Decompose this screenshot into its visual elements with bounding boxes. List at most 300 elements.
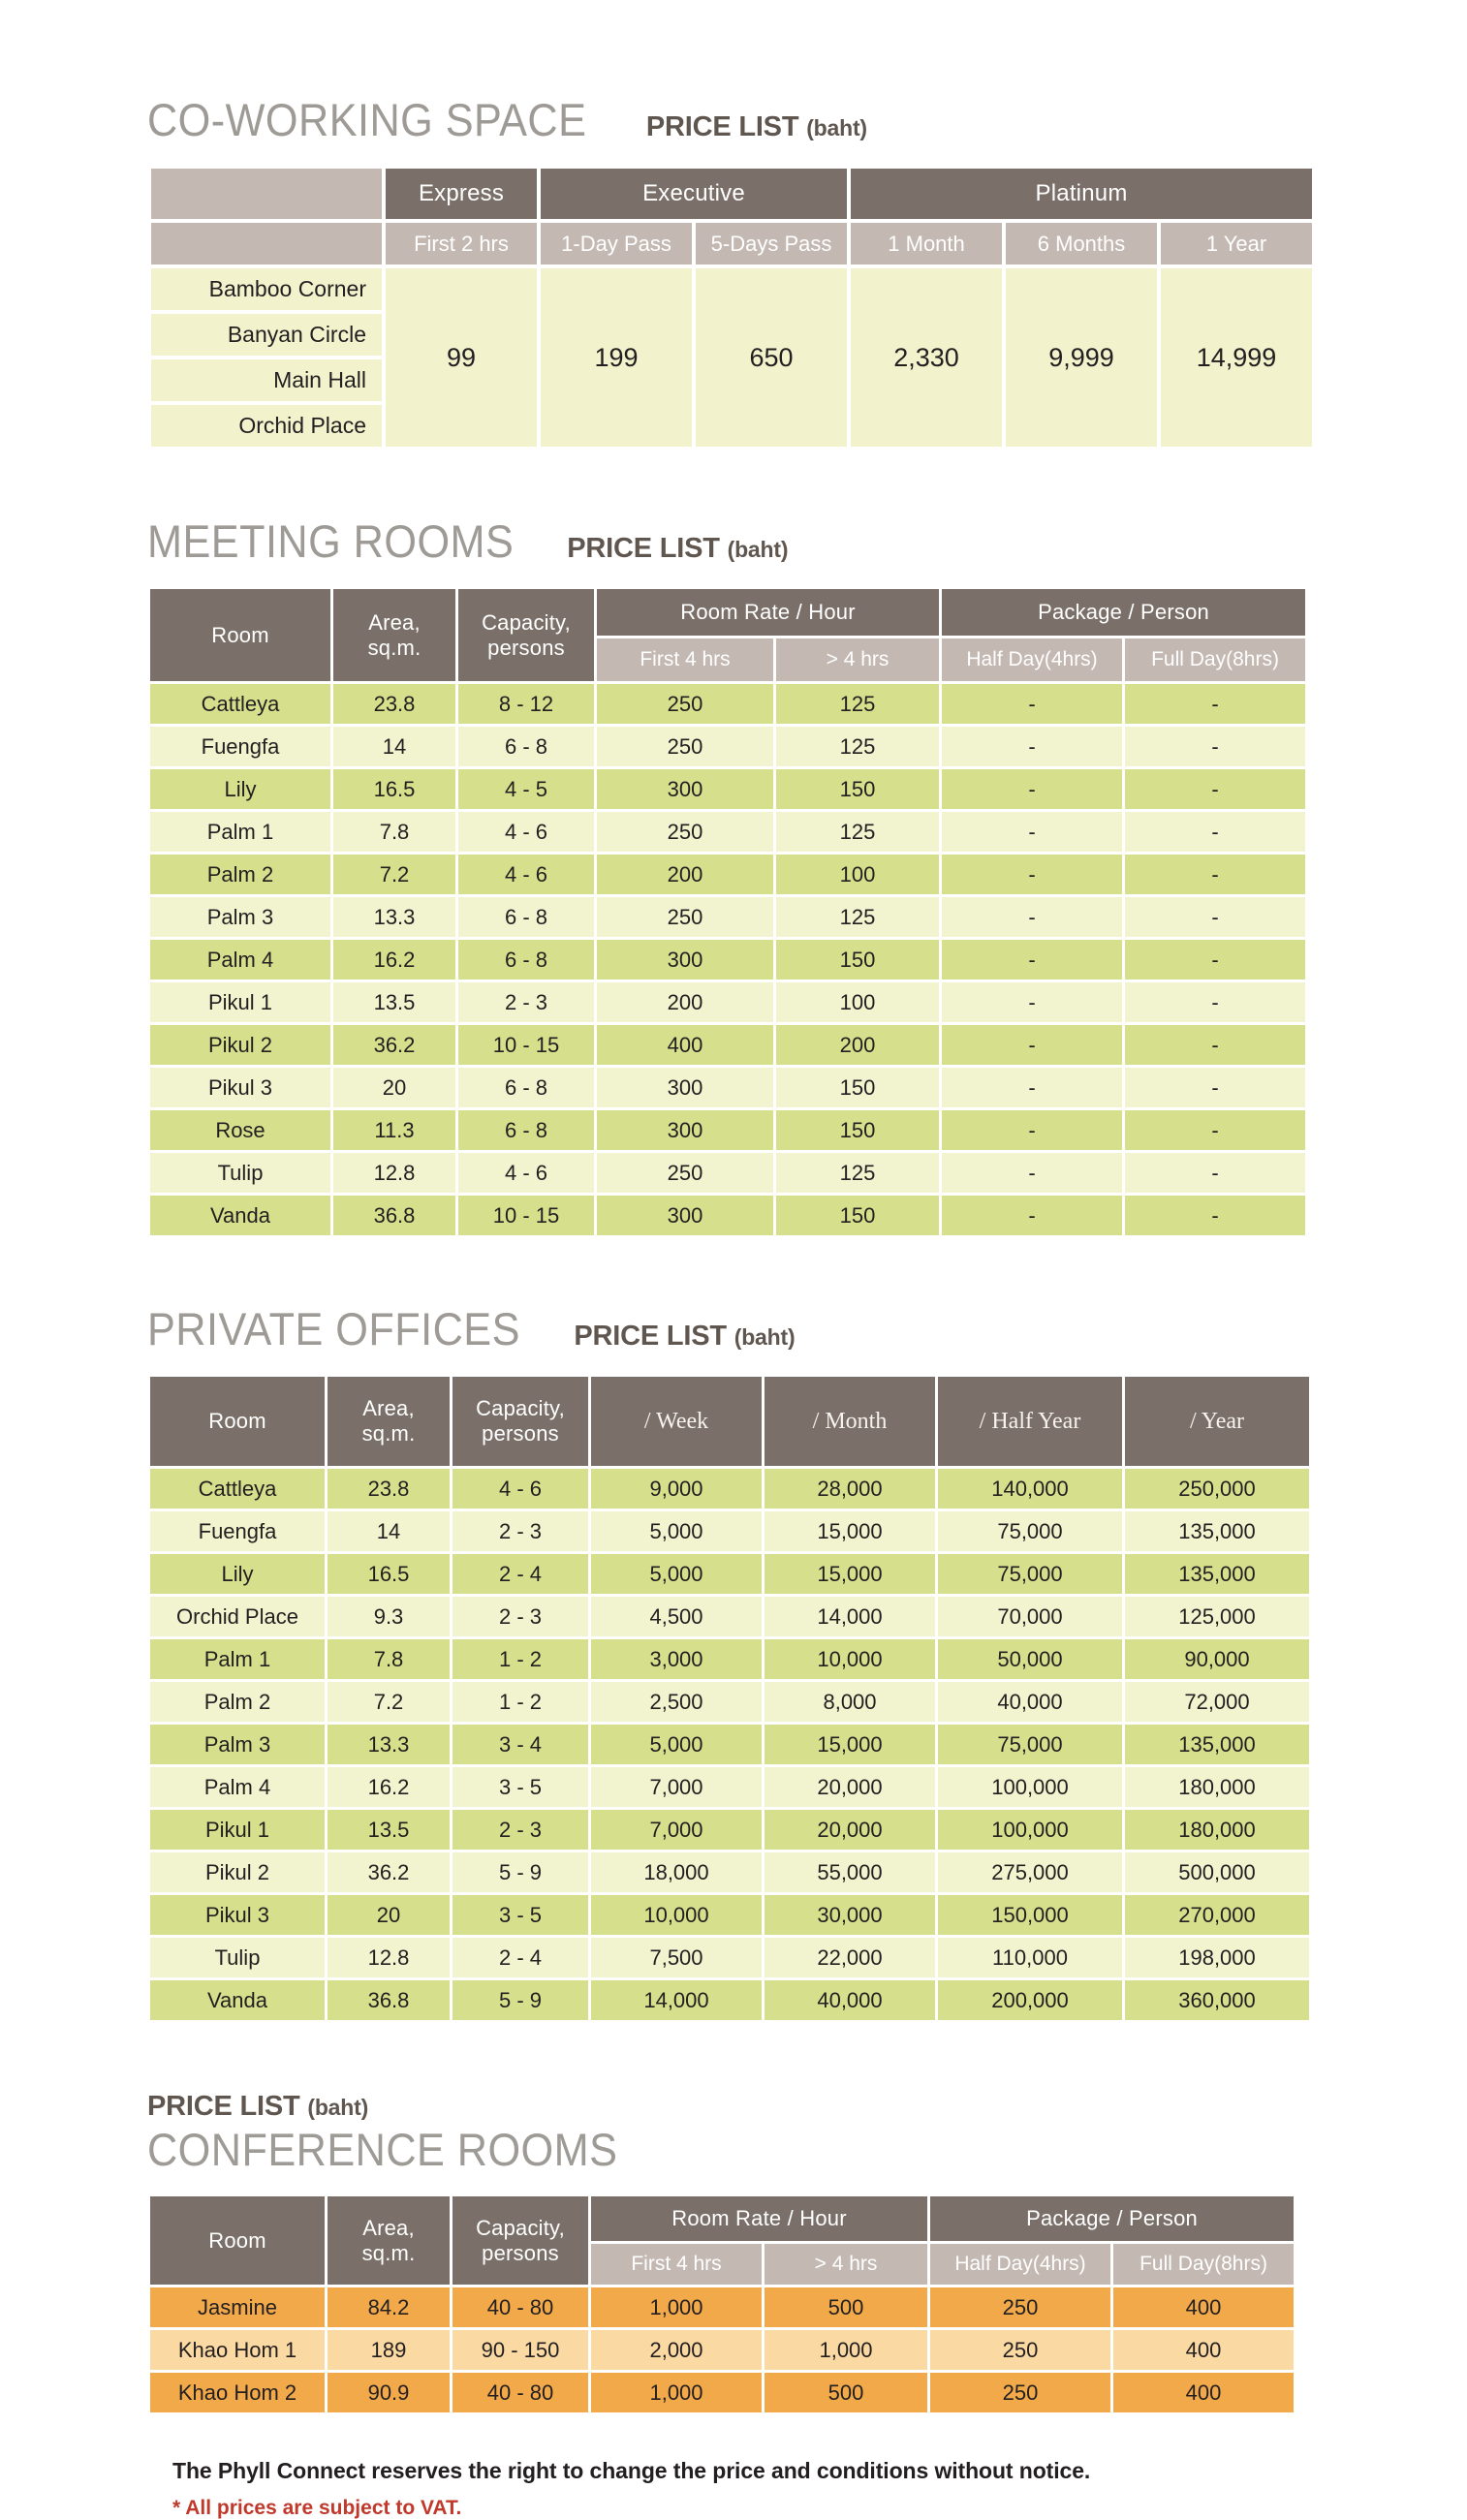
meeting-room: Pikul 3 [150,1068,330,1107]
private-year: 125,000 [1125,1597,1309,1636]
meeting-over4: 200 [776,1025,939,1065]
meeting-over4: 125 [776,812,939,852]
private-room: Pikul 3 [150,1895,325,1935]
private-room: Pikul 1 [150,1810,325,1850]
table-row [150,684,1305,724]
private-week: 7,000 [591,1767,762,1807]
private-capacity: 3 - 4 [453,1725,588,1764]
meeting-over4: 150 [776,1068,939,1107]
table-row [150,1196,1305,1235]
table-row [150,727,1305,766]
private-capacity: 4 - 6 [453,1469,588,1509]
coworking-sub-5dayspass: 5-Days Pass [696,223,847,264]
coworking-price-3: 2,330 [851,268,1002,447]
coworking-location-2: Main Hall [151,359,382,401]
coworking-location-1: Banyan Circle [151,314,382,356]
private-capacity: 1 - 2 [453,1682,588,1722]
private-month: 15,000 [765,1725,935,1764]
meeting-halfday: - [942,812,1122,852]
conference-capacity: 40 - 80 [453,2373,588,2412]
private-year: 90,000 [1125,1639,1309,1679]
private-hd-area [328,1377,450,1466]
meeting-fullday: - [1125,769,1305,809]
private-area: 16.2 [328,1767,450,1807]
coworking-location-3: Orchid Place [151,405,382,447]
conference-hd-capacity [453,2196,588,2285]
meeting-first4: 250 [597,1153,773,1193]
meeting-room: Palm 1 [150,812,330,852]
private-room: Pikul 2 [150,1852,325,1892]
meeting-first4: 300 [597,1068,773,1107]
coworking-title: CO-WORKING SPACE [147,94,587,145]
meeting-hd-package: Package / Person [942,589,1305,636]
spacer [0,1238,1467,1306]
conference-fullday: 400 [1113,2330,1294,2370]
area-line1: Area, [362,1396,415,1420]
meeting-over4: 125 [776,684,939,724]
meeting-area: 12.8 [333,1153,455,1193]
private-week: 14,000 [591,1980,762,2020]
meeting-rooms-title: MEETING ROOMS [147,515,515,567]
table-row [151,268,1312,310]
meeting-area: 36.8 [333,1196,455,1235]
private-capacity: 2 - 3 [453,1810,588,1850]
meeting-fullday: - [1125,1110,1305,1150]
conference-rooms-title: CONFERENCE ROOMS [147,2124,618,2175]
coworking-sub-1daypass: 1-Day Pass [541,223,692,264]
table-row [150,2330,1294,2370]
meeting-room: Rose [150,1110,330,1150]
table-row [150,1895,1309,1935]
private-week: 5,000 [591,1725,762,1764]
meeting-first4: 400 [597,1025,773,1065]
table-row [150,1554,1309,1594]
meeting-room: Cattleya [150,684,330,724]
meeting-capacity: 6 - 8 [458,1110,594,1150]
coworking-price-0: 99 [386,268,537,447]
meeting-first4: 250 [597,897,773,937]
meeting-area: 23.8 [333,684,455,724]
footer-vat-note: * All prices are subject to VAT. [172,2497,462,2519]
table-row [150,940,1305,980]
meeting-capacity: 6 - 8 [458,897,594,937]
meeting-hd-halfday: Half Day(4hrs) [942,638,1122,681]
private-halfyear: 275,000 [938,1852,1122,1892]
table-row [150,1110,1305,1150]
meeting-first4: 250 [597,684,773,724]
private-area: 20 [328,1895,450,1935]
spacer [0,1353,1467,1374]
meeting-capacity: 2 - 3 [458,982,594,1022]
conference-fullday: 400 [1113,2287,1294,2327]
meeting-first4: 300 [597,1196,773,1235]
meeting-room: Palm 4 [150,940,330,980]
private-year: 180,000 [1125,1810,1309,1850]
meeting-fullday: - [1125,1025,1305,1065]
meeting-fullday: - [1125,897,1305,937]
private-month: 30,000 [765,1895,935,1935]
meeting-halfday: - [942,982,1122,1022]
meeting-hd-capacity [458,589,594,681]
spacer [0,565,1467,586]
meeting-room: Tulip [150,1153,330,1193]
meeting-capacity: 4 - 6 [458,855,594,894]
meeting-hd-room-rate: Room Rate / Hour [597,589,939,636]
footer [0,2415,1467,2520]
coworking-group-express: Express [386,169,537,219]
private-capacity: 2 - 3 [453,1511,588,1551]
private-week: 18,000 [591,1852,762,1892]
private-month: 28,000 [765,1469,935,1509]
meeting-halfday: - [942,727,1122,766]
coworking-sub-6months: 6 Months [1006,223,1157,264]
meeting-area: 13.5 [333,982,455,1022]
private-halfyear: 50,000 [938,1639,1122,1679]
baht-text: (baht) [734,1324,796,1350]
table-row [150,982,1305,1022]
meeting-fullday: - [1125,727,1305,766]
coworking-price-4: 9,999 [1006,268,1157,447]
meeting-first4: 300 [597,769,773,809]
private-halfyear: 100,000 [938,1810,1122,1850]
private-year: 72,000 [1125,1682,1309,1722]
conference-halfday: 250 [930,2287,1110,2327]
private-week: 2,500 [591,1682,762,1722]
meeting-over4: 100 [776,982,939,1022]
meeting-capacity: 10 - 15 [458,1196,594,1235]
private-halfyear: 75,000 [938,1511,1122,1551]
meeting-room: Fuengfa [150,727,330,766]
private-capacity: 1 - 2 [453,1639,588,1679]
private-area: 36.8 [328,1980,450,2020]
meeting-hd-first4: First 4 hrs [597,638,773,681]
capacity-line2: persons [482,1421,559,1446]
meeting-area: 7.8 [333,812,455,852]
conference-first4: 1,000 [591,2373,762,2412]
meeting-hd-over4: > 4 hrs [776,638,939,681]
meeting-hd-fullday: Full Day(8hrs) [1125,638,1305,681]
table-row [150,1153,1305,1193]
table-row [150,2287,1294,2327]
private-year: 250,000 [1125,1469,1309,1509]
private-year: 270,000 [1125,1895,1309,1935]
meeting-fullday: - [1125,982,1305,1022]
private-month: 14,000 [765,1597,935,1636]
spacer [0,2023,1467,2091]
meeting-halfday: - [942,684,1122,724]
meeting-over4: 125 [776,1153,939,1193]
private-week: 7,500 [591,1938,762,1977]
area-line1: Area, [362,2215,415,2240]
private-room: Palm 1 [150,1639,325,1679]
meeting-halfday: - [942,1025,1122,1065]
private-hd-month: / Month [765,1377,935,1466]
meeting-first4: 300 [597,940,773,980]
meeting-area: 16.5 [333,769,455,809]
table-row [150,1469,1309,1509]
coworking-sub-first2hrs: First 2 hrs [386,223,537,264]
private-offices-section-header [0,1303,1467,1354]
coworking-sub-1month: 1 Month [851,223,1002,264]
private-year: 198,000 [1125,1938,1309,1977]
conference-first4: 1,000 [591,2287,762,2327]
private-room: Palm 2 [150,1682,325,1722]
table-row [150,1725,1309,1764]
private-month: 22,000 [765,1938,935,1977]
meeting-halfday: - [942,1068,1122,1107]
capacity-line1: Capacity, [476,1396,565,1420]
baht-text: (baht) [307,2095,369,2120]
conference-hd-area [328,2196,450,2285]
meeting-room: Vanda [150,1196,330,1235]
private-year: 360,000 [1125,1980,1309,2020]
private-year: 135,000 [1125,1511,1309,1551]
table-row [150,1938,1309,1977]
pricelist-text: PRICE LIST [147,2091,300,2122]
coworking-pricelist-label [646,111,867,143]
meeting-over4: 100 [776,855,939,894]
meeting-first4: 250 [597,812,773,852]
meeting-hd-room: Room [150,589,330,681]
meeting-over4: 150 [776,940,939,980]
private-halfyear: 200,000 [938,1980,1122,2020]
meeting-halfday: - [942,1110,1122,1150]
private-halfyear: 40,000 [938,1682,1122,1722]
coworking-subheader-row [151,223,1312,264]
private-halfyear: 150,000 [938,1895,1122,1935]
private-month: 55,000 [765,1852,935,1892]
private-month: 20,000 [765,1810,935,1850]
table-row [150,769,1305,809]
coworking-group-executive: Executive [541,169,847,219]
footer-disclaimer: The Phyll Connect reserves the right to change the price and conditions without notice. [172,2458,1091,2483]
conference-hd-halfday: Half Day(4hrs) [930,2244,1110,2285]
conference-rooms-body [150,2287,1294,2412]
table-row [150,1682,1309,1722]
meeting-fullday: - [1125,855,1305,894]
meeting-area: 13.3 [333,897,455,937]
conference-hd-first4: First 4 hrs [591,2244,762,2285]
coworking-corner-cell [151,169,382,219]
private-week: 7,000 [591,1810,762,1850]
meeting-capacity: 4 - 6 [458,812,594,852]
capacity-line2: persons [487,635,565,660]
private-hd-halfyear: / Half Year [938,1377,1122,1466]
private-area: 7.8 [328,1639,450,1679]
capacity-line2: persons [482,2240,559,2265]
private-capacity: 3 - 5 [453,1895,588,1935]
meeting-halfday: - [942,855,1122,894]
private-area: 9.3 [328,1597,450,1636]
table-row [150,1511,1309,1551]
meeting-section-header [0,515,1467,567]
private-month: 10,000 [765,1639,935,1679]
private-area: 13.3 [328,1725,450,1764]
private-room: Fuengfa [150,1511,325,1551]
conference-room: Jasmine [150,2287,325,2327]
conference-area: 84.2 [328,2287,450,2327]
private-halfyear: 75,000 [938,1554,1122,1594]
private-month: 15,000 [765,1511,935,1551]
meeting-capacity: 6 - 8 [458,727,594,766]
private-room: Vanda [150,1980,325,2020]
capacity-line1: Capacity, [482,609,571,635]
private-capacity: 5 - 9 [453,1852,588,1892]
table-row [150,1980,1309,2020]
meeting-area: 11.3 [333,1110,455,1150]
private-hd-year: / Year [1125,1377,1309,1466]
conference-section-header [0,2091,1467,2175]
table-row [150,1025,1305,1065]
baht-text: (baht) [806,115,867,140]
area-line1: Area, [368,609,421,635]
private-year: 180,000 [1125,1767,1309,1807]
meeting-fullday: - [1125,684,1305,724]
private-hd-week: / Week [591,1377,762,1466]
table-row [150,812,1305,852]
meeting-over4: 150 [776,769,939,809]
conference-rooms-table [147,2193,1296,2415]
private-month: 15,000 [765,1554,935,1594]
private-capacity: 2 - 3 [453,1597,588,1636]
private-area: 36.2 [328,1852,450,1892]
meeting-over4: 125 [776,897,939,937]
private-halfyear: 75,000 [938,1725,1122,1764]
top-spacer [0,0,1467,97]
private-offices-table [147,1374,1312,2023]
meeting-room: Palm 3 [150,897,330,937]
meeting-area: 14 [333,727,455,766]
meeting-capacity: 10 - 15 [458,1025,594,1065]
meeting-halfday: - [942,1196,1122,1235]
meeting-capacity: 6 - 8 [458,940,594,980]
conference-over4: 500 [765,2373,927,2412]
coworking-price-2: 650 [696,268,847,447]
private-hd-capacity [453,1377,588,1466]
private-month: 40,000 [765,1980,935,2020]
table-row [150,1810,1309,1850]
meeting-area: 16.2 [333,940,455,980]
coworking-corner-cell-2 [151,223,382,264]
private-week: 5,000 [591,1511,762,1551]
meeting-area: 20 [333,1068,455,1107]
conference-pricelist-label [147,2091,1467,2123]
meeting-pricelist-label [567,533,788,565]
private-year: 500,000 [1125,1852,1309,1892]
meeting-rooms-table [147,586,1308,1238]
coworking-sub-1year: 1 Year [1161,223,1312,264]
private-room: Tulip [150,1938,325,1977]
meeting-halfday: - [942,940,1122,980]
meeting-capacity: 6 - 8 [458,1068,594,1107]
private-hd-room: Room [150,1377,325,1466]
meeting-room: Pikul 1 [150,982,330,1022]
coworking-group-header-row [151,169,1312,219]
private-capacity: 2 - 4 [453,1938,588,1977]
area-line2: sq.m. [367,635,421,660]
private-area: 13.5 [328,1810,450,1850]
meeting-halfday: - [942,1153,1122,1193]
area-line2: sq.m. [361,2240,416,2265]
private-month: 8,000 [765,1682,935,1722]
meeting-fullday: - [1125,940,1305,980]
conference-area: 90.9 [328,2373,450,2412]
private-pricelist-label [574,1321,795,1353]
private-room: Palm 3 [150,1725,325,1764]
private-halfyear: 70,000 [938,1597,1122,1636]
private-week: 9,000 [591,1469,762,1509]
private-halfyear: 100,000 [938,1767,1122,1807]
meeting-halfday: - [942,769,1122,809]
pricelist-text: PRICE LIST [645,111,799,142]
conference-capacity: 90 - 150 [453,2330,588,2370]
meeting-halfday: - [942,897,1122,937]
private-area: 16.5 [328,1554,450,1594]
conference-room: Khao Hom 2 [150,2373,325,2412]
meeting-fullday: - [1125,1153,1305,1193]
meeting-room: Pikul 2 [150,1025,330,1065]
conference-over4: 1,000 [765,2330,927,2370]
private-area: 14 [328,1511,450,1551]
meeting-area: 7.2 [333,855,455,894]
meeting-capacity: 8 - 12 [458,684,594,724]
table-row [150,1597,1309,1636]
table-row [150,897,1305,937]
private-capacity: 5 - 9 [453,1980,588,2020]
conference-halfday: 250 [930,2330,1110,2370]
meeting-capacity: 4 - 5 [458,769,594,809]
coworking-section-header [0,94,1467,145]
coworking-location-0: Bamboo Corner [151,268,382,310]
meeting-room: Palm 2 [150,855,330,894]
private-year: 135,000 [1125,1554,1309,1594]
conference-over4: 500 [765,2287,927,2327]
conference-first4: 2,000 [591,2330,762,2370]
meeting-fullday: - [1125,1196,1305,1235]
spacer [0,143,1467,165]
private-header-row [150,1377,1309,1466]
conference-hd-package: Package / Person [930,2196,1294,2241]
private-offices-body [150,1469,1309,2020]
private-room: Cattleya [150,1469,325,1509]
private-halfyear: 140,000 [938,1469,1122,1509]
private-capacity: 2 - 4 [453,1554,588,1594]
spacer [0,451,1467,518]
meeting-fullday: - [1125,1068,1305,1107]
private-offices-title: PRIVATE OFFICES [147,1303,520,1354]
private-area: 7.2 [328,1682,450,1722]
area-line2: sq.m. [361,1421,416,1446]
table-row [150,1068,1305,1107]
table-row [150,1852,1309,1892]
private-week: 4,500 [591,1597,762,1636]
coworking-price-1: 199 [541,268,692,447]
coworking-table [147,165,1316,451]
conference-hd-room: Room [150,2196,325,2285]
meeting-first4: 300 [597,1110,773,1150]
conference-fullday: 400 [1113,2373,1294,2412]
meeting-capacity: 4 - 6 [458,1153,594,1193]
meeting-area: 36.2 [333,1025,455,1065]
pricelist-text: PRICE LIST [567,533,720,564]
pricelist-text: PRICE LIST [574,1321,727,1352]
meeting-header-row-1 [150,589,1305,636]
conference-halfday: 250 [930,2373,1110,2412]
table-row [150,2373,1294,2412]
meeting-fullday: - [1125,812,1305,852]
meeting-rooms-body [150,684,1305,1235]
private-year: 135,000 [1125,1725,1309,1764]
